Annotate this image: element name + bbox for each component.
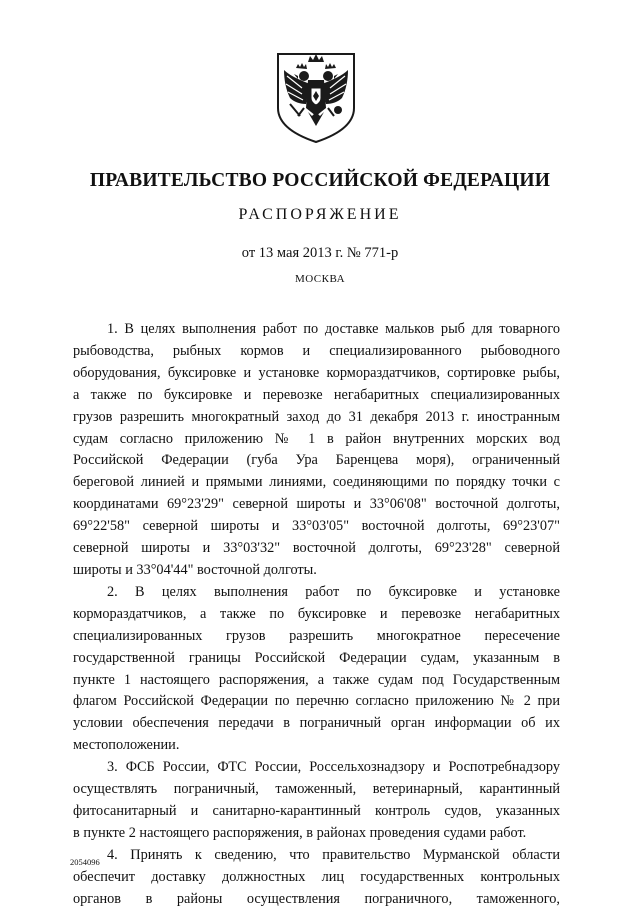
document-body xyxy=(73,319,560,910)
document-city: МОСКВА xyxy=(294,273,346,285)
text-line: северной широты и 33°03'32" восточной долготы, 69°23'28" северной xyxy=(73,540,560,557)
document-code: 2054096 xyxy=(70,857,100,867)
text-line: 2. В целях выполнения работ по буксировке и установке xyxy=(107,583,560,600)
text-line: специализированных грузов разрешить многократное пересечение xyxy=(73,627,560,644)
text-line: осуществлять пограничный, таможенный, ветеринарный, карантинный xyxy=(73,781,560,798)
text-line: береговой линией и прямыми линиями, соединяющими по порядку точки с xyxy=(73,474,560,491)
text-line: органов в районы осуществления пограничного, таможенного, xyxy=(73,890,560,907)
government-title: ПРАВИТЕЛЬСТВО РОССИЙСКОЙ ФЕДЕРАЦИИ xyxy=(89,170,551,191)
text-line: пункте 1 настоящего распоряжения, а также судам под Государственным xyxy=(73,671,560,688)
paragraph-1 xyxy=(73,319,560,582)
text-line: кормораздатчиков, а также по буксировке и перевозке негабаритных xyxy=(73,605,560,622)
text-line: в пункте 2 настоящего распоряжения, в районах проведения судами работ. xyxy=(73,824,527,841)
text-line: условии обеспечения передачи в пограничный орган информации об их xyxy=(73,715,560,732)
text-line: обеспечит доставку должностных лиц государственных контрольных xyxy=(73,868,560,885)
text-line: Российской Федерации (губа Ура Баренцева моря), ограниченный xyxy=(73,452,560,469)
text-line: 3. ФСБ России, ФТС России, Россельхознадзору и Роспотребнадзору xyxy=(107,759,560,776)
text-line: а также по буксировке и перевозке негабаритных специализированных xyxy=(73,386,560,403)
russian-coat-of-arms-icon xyxy=(272,46,360,144)
paragraph-4 xyxy=(73,845,560,910)
text-line: 4. Принять к сведению, что правительство Мурманской области xyxy=(107,846,560,863)
text-line: оборудования, буксировке и установке кормораздатчиков, сортировке рыбы, xyxy=(73,364,560,381)
text-line: местоположении. xyxy=(73,737,180,754)
text-line: широты и 33°04'44" восточной долготы. xyxy=(73,561,317,578)
text-line: 69°22'58" северной широты и 33°03'05" восточной долготы, 69°23'07" xyxy=(73,518,560,535)
paragraph-3 xyxy=(73,757,560,845)
document-type: РАСПОРЯЖЕНИЕ xyxy=(238,206,402,223)
text-line: координатами 69°23'29" северной широты и 33°06'08" восточной долготы, xyxy=(73,496,560,513)
paragraph-2 xyxy=(73,582,560,757)
text-line: флагом Российской Федерации по перечню согласно приложению № 2 при xyxy=(73,693,560,710)
text-line: судам согласно приложению № 1 в район внутренних морских вод xyxy=(73,430,560,447)
document-date-number: от 13 мая 2013 г. № 771-р xyxy=(241,245,399,261)
text-line: фитосанитарный и санитарно-карантинный контроль судов, указанных xyxy=(73,802,560,819)
text-line: грузов разрешить многократный заход до 31 декабря 2013 г. иностранным xyxy=(73,408,560,425)
text-line: 1. В целях выполнения работ по доставке мальков рыб для товарного xyxy=(107,321,560,337)
text-line: государственной границы Российской Федерации судам, указанным в xyxy=(73,649,560,666)
text-line: рыбоводства, рыбных кормов и специализированного рыбоводного xyxy=(73,342,560,359)
